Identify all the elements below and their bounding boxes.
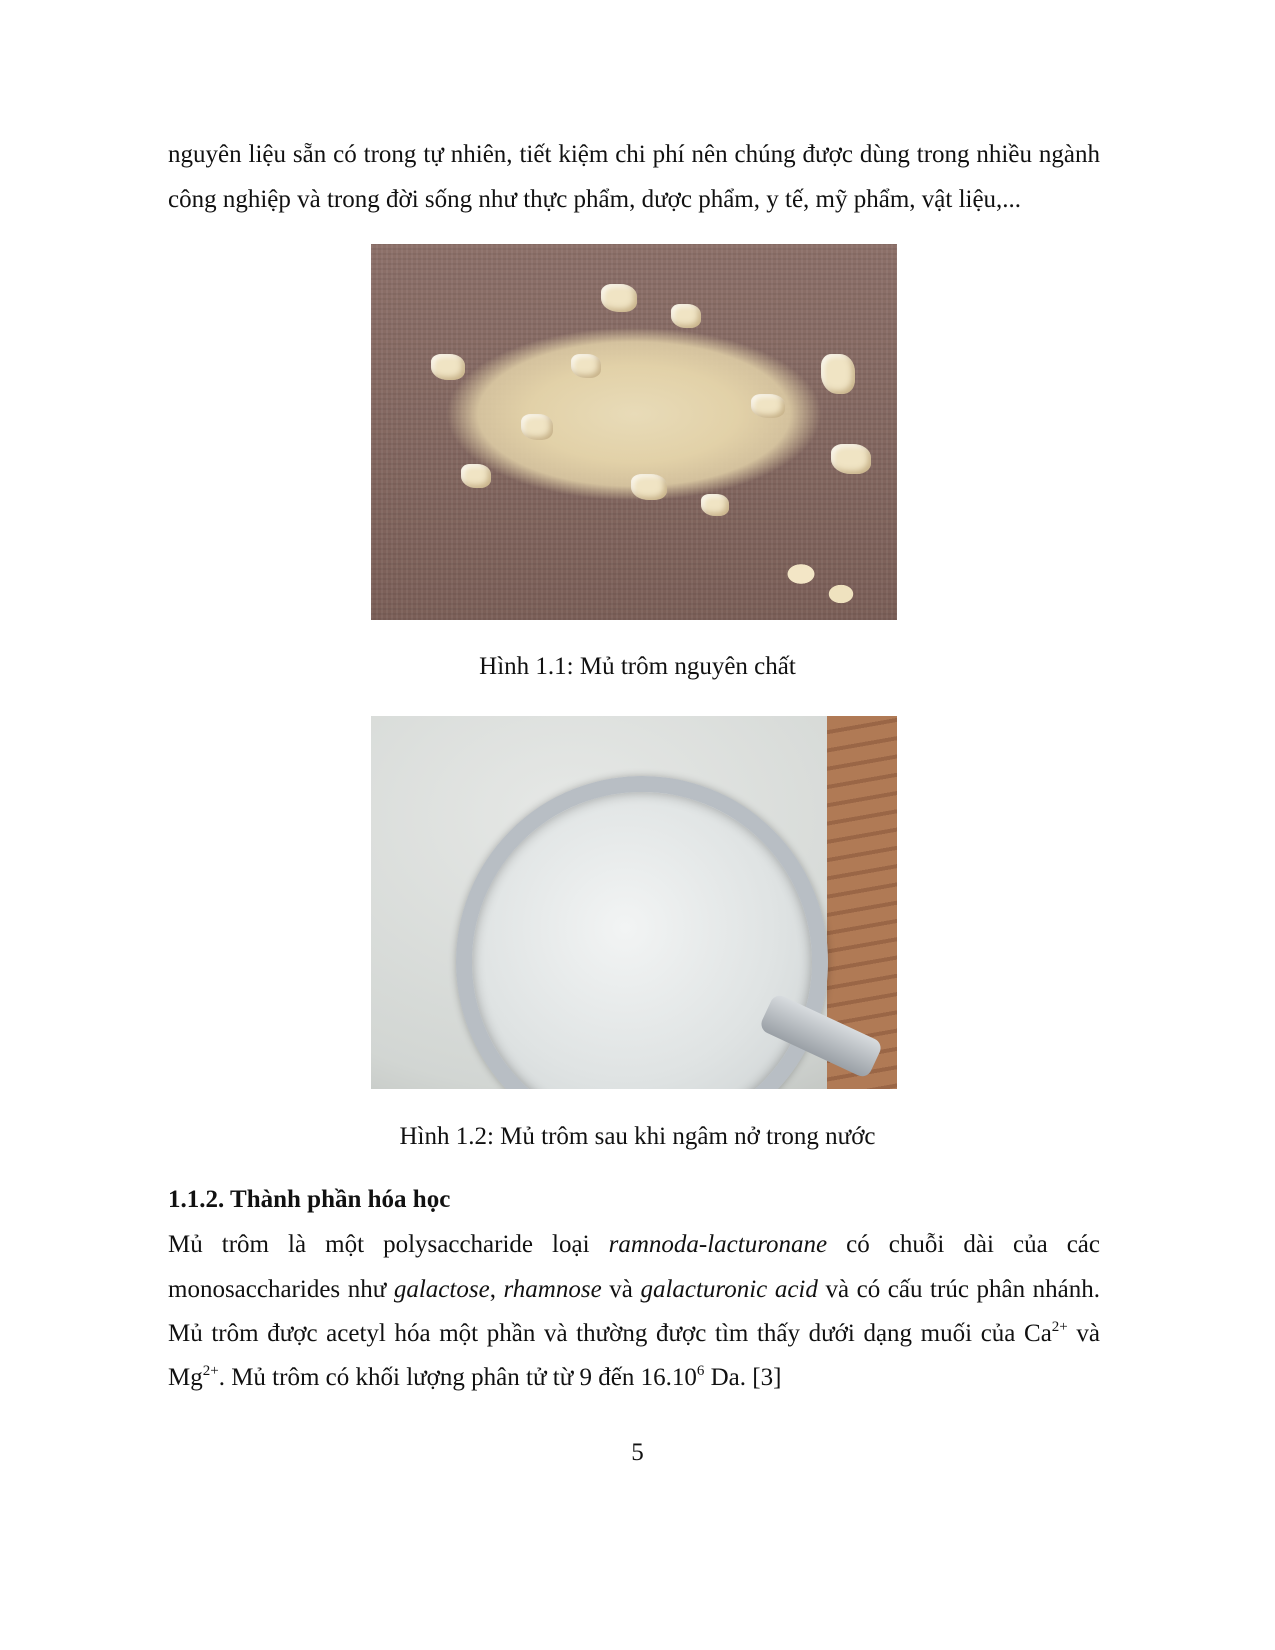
italic-term: galactose (393, 1276, 490, 1303)
italic-term: galacturonic acid (640, 1276, 818, 1303)
intro-line-1: nguyên liệu sẵn có trong tự nhiên, tiết kiệm chi phí nên chúng được dùng trong nhiều ngành (168, 141, 1100, 168)
text: và (601, 1276, 641, 1303)
paragraph-line-3 (168, 1319, 1100, 1349)
figure-2-caption: Hình 1.2: Mủ trôm sau khi ngâm nở trong nước (399, 1123, 876, 1150)
paragraph-line-2 (168, 1275, 1100, 1305)
italic-term: ramnoda-lacturonane (608, 1231, 828, 1258)
figure-1-caption: Hình 1.1: Mủ trôm nguyên chất (479, 653, 796, 680)
text: và (1067, 1320, 1100, 1347)
intro-line-2: công nghiệp và trong đời sống như thực phẩm, dược phẩm, y tế, mỹ phẩm, vật liệu,... (168, 186, 1022, 213)
text: monosaccharides như (168, 1276, 394, 1303)
text: Mủ trôm được acetyl hóa một phần và thường được tìm thấy dưới dạng muối của Ca (168, 1320, 1052, 1347)
text: Mủ trôm là một polysaccharide loại (168, 1231, 609, 1258)
text: và có cấu trúc phân nhánh. (817, 1276, 1101, 1303)
superscript: 6 (696, 1363, 705, 1379)
text: có chuỗi dài của các (827, 1231, 1100, 1258)
text: . Mủ trôm có khối lượng phân tử từ 9 đến 16.10 (218, 1364, 697, 1391)
page-number: 5 (631, 1439, 644, 1466)
superscript: 2+ (1051, 1319, 1068, 1335)
paragraph-line-4 (168, 1363, 1100, 1393)
text: , (489, 1276, 504, 1303)
section-heading: 1.1.2. Thành phần hóa học (168, 1186, 451, 1213)
figure-2-image (371, 716, 897, 1089)
figure-1-image (371, 244, 897, 620)
superscript: 2+ (202, 1363, 219, 1379)
paragraph-line-1 (168, 1230, 1100, 1260)
text: Mg (168, 1364, 203, 1391)
text: Da. [3] (704, 1364, 782, 1391)
italic-term: rhamnose (503, 1276, 602, 1303)
